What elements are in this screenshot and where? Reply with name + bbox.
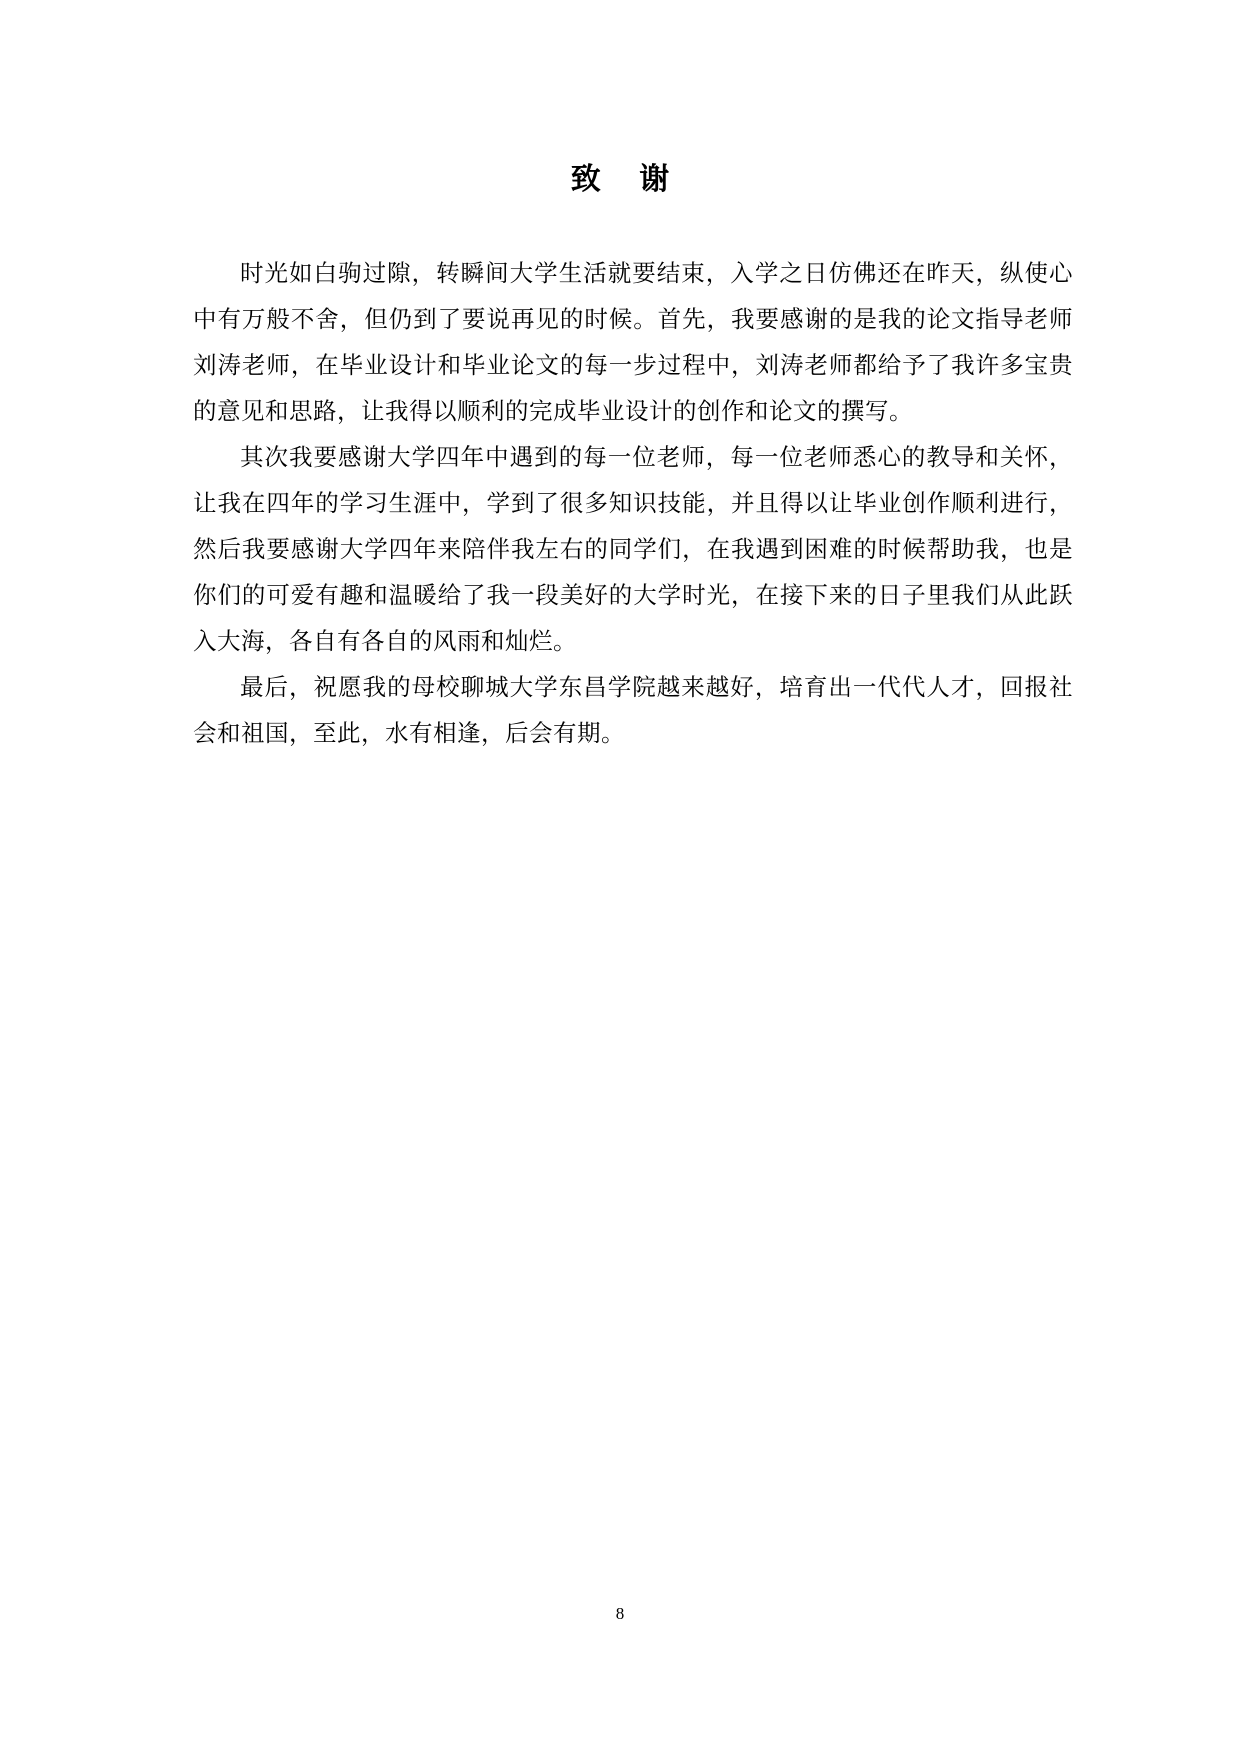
acknowledgement-body bbox=[193, 250, 1073, 756]
page-number: 8 bbox=[615, 1604, 625, 1623]
paragraph-3: 最后，祝愿我的母校聊城大学东昌学院越来越好，培育出一代代人才，回报社会和祖国，至此，水有相逢，后会有期。 bbox=[193, 673, 1073, 747]
paragraph-2: 其次我要感谢大学四年中遇到的每一位老师，每一位老师悉心的教导和关怀，让我在四年的学习生涯中，学到了很多知识技能，并且得以让毕业创作顺利进行，然后我要感谢大学四年来陪伴我左右的同学们，在我遇到困难的时候帮助我，也是你们的可爱有趣和温暖给了我一段美好的大学时光，在接下来的日子里我们从此跃入大海，各自有各自的风雨和灿烂。 bbox=[193, 443, 1073, 655]
page-title: 致 谢 bbox=[570, 162, 684, 197]
paragraph-1: 时光如白驹过隙，转瞬间大学生活就要结束，入学之日仿佛还在昨天，纵使心中有万般不舍，但仍到了要说再见的时候。首先，我要感谢的是我的论文指导老师刘涛老师，在毕业设计和毕业论文的每一步过程中，刘涛老师都给予了我许多宝贵的意见和思路，让我得以顺利的完成毕业设计的创作和论文的撰写。 bbox=[193, 259, 1073, 425]
